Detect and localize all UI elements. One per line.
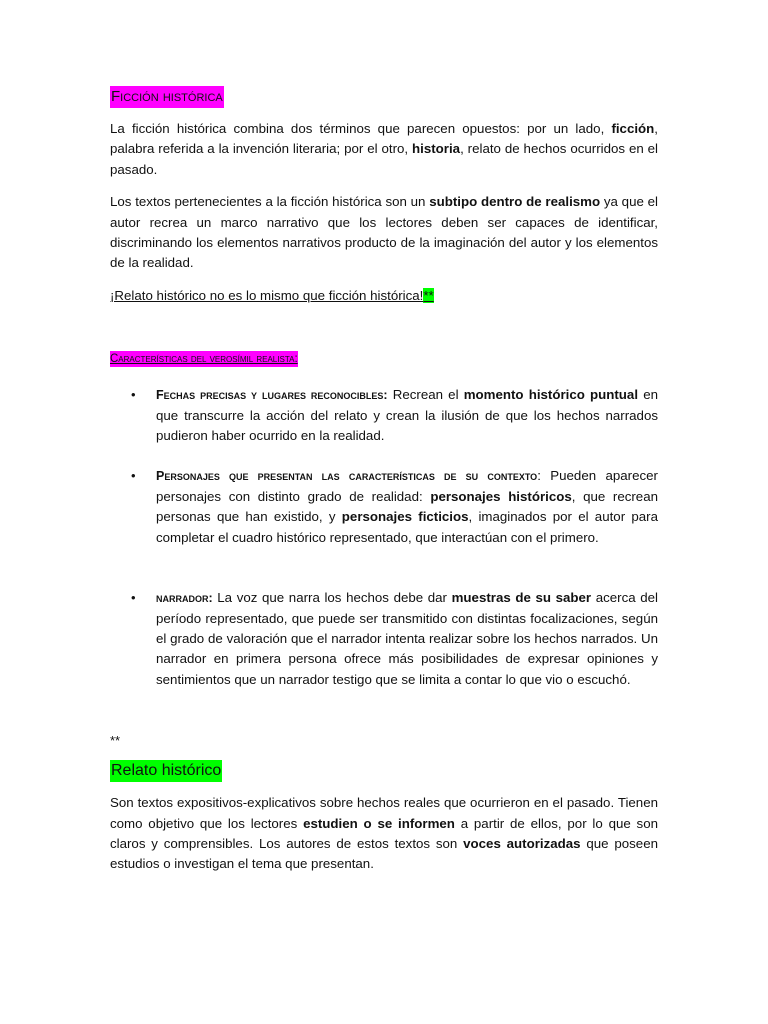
item-lead: narrador:: [156, 591, 213, 606]
note-text: ¡Relato histórico no es lo mismo que ficción histórica!: [110, 287, 424, 303]
term-momento: momento histórico puntual: [463, 387, 639, 403]
item-lead: Personajes que presentan las características de su contexto: [156, 469, 538, 484]
features-heading: Características del verosímil realista:: [110, 353, 298, 366]
term-muestras: muestras de su saber: [451, 590, 592, 606]
footnote-mark: **: [110, 733, 121, 749]
text-run: : Pueden aparecer personajes con distinto grado de realidad:: [156, 468, 658, 504]
term-personajes-ficticios: personajes ficticios: [341, 509, 469, 525]
text-run: acerca del período representado, que puede ser transmitido con distintas focalizaciones, según el grado de valoración que el narrador intenta realizar sobre los hechos narrados. Un narrador en primera persona ofrece más posibilidades de expresar opiniones y sentimientos que un narrador testigo que se limita a contar lo que vio o escuchó.: [156, 590, 658, 687]
features-list: [110, 385, 658, 690]
bullet-icon: •: [131, 387, 136, 403]
text-run: Recrean el: [387, 387, 464, 403]
term-estudien: estudien o se informen: [303, 815, 455, 831]
list-item: [110, 466, 658, 548]
text-run: , relato de hechos ocurridos en el pasado.: [110, 141, 658, 177]
term-subtipo: subtipo dentro de realismo: [429, 194, 601, 210]
item-lead: Fechas precisas y lugares reconocibles:: [156, 388, 388, 403]
bullet-icon: •: [131, 468, 136, 484]
text-run: , palabra referida a la invención literaria; por el otro,: [110, 121, 658, 157]
term-personajes-historicos: personajes históricos: [430, 488, 572, 504]
term-historia: historia: [412, 141, 461, 157]
note-asterisks: **: [423, 287, 434, 303]
list-item: [110, 588, 658, 690]
intro-paragraph-2: [110, 192, 658, 274]
relato-paragraph: [110, 793, 658, 875]
text-run: , imaginados por el autor para completar el cuadro histórico representado, que interactúan con el primero.: [156, 509, 658, 545]
term-ficcion: ficción: [611, 121, 655, 136]
page-title: Ficción histórica: [110, 86, 224, 108]
text-run: , que recrean personas que han existido, y: [156, 488, 658, 525]
text-run: en que transcurre la acción del relato y crean la ilusión de que los hechos narrados pudieron haber ocurrido en la realidad.: [156, 387, 658, 444]
text-run: ya que el autor recrea un marco narrativo que los lectores deben ser capaces de identificar, discriminando los elementos narrativos producto de la imaginación del autor y los elementos de la realidad.: [110, 194, 658, 271]
text-run: a partir de ellos, por lo que son claros y comprensibles. Los autores de estos textos son: [110, 815, 658, 851]
warning-note: [110, 286, 658, 306]
text-run: La voz que narra los hechos debe dar: [212, 590, 452, 606]
list-item: [110, 385, 658, 446]
intro-paragraph-1: [110, 119, 658, 180]
bullet-icon: •: [131, 590, 136, 606]
text-run: La ficción histórica combina dos términos que parecen opuestos: por un lado,: [110, 121, 612, 136]
relato-heading: Relato histórico: [110, 760, 222, 782]
term-voces: voces autorizadas: [463, 835, 581, 851]
text-run: Los textos pertenecientes a la ficción histórica son un: [110, 194, 430, 210]
text-run: que poseen estudios o investigan el tema que presentan.: [110, 835, 658, 872]
text-run: Son textos expositivos-explicativos sobre hechos reales que ocurrieron en el pasado. Tienen como objetivo que los lectores: [110, 795, 658, 831]
